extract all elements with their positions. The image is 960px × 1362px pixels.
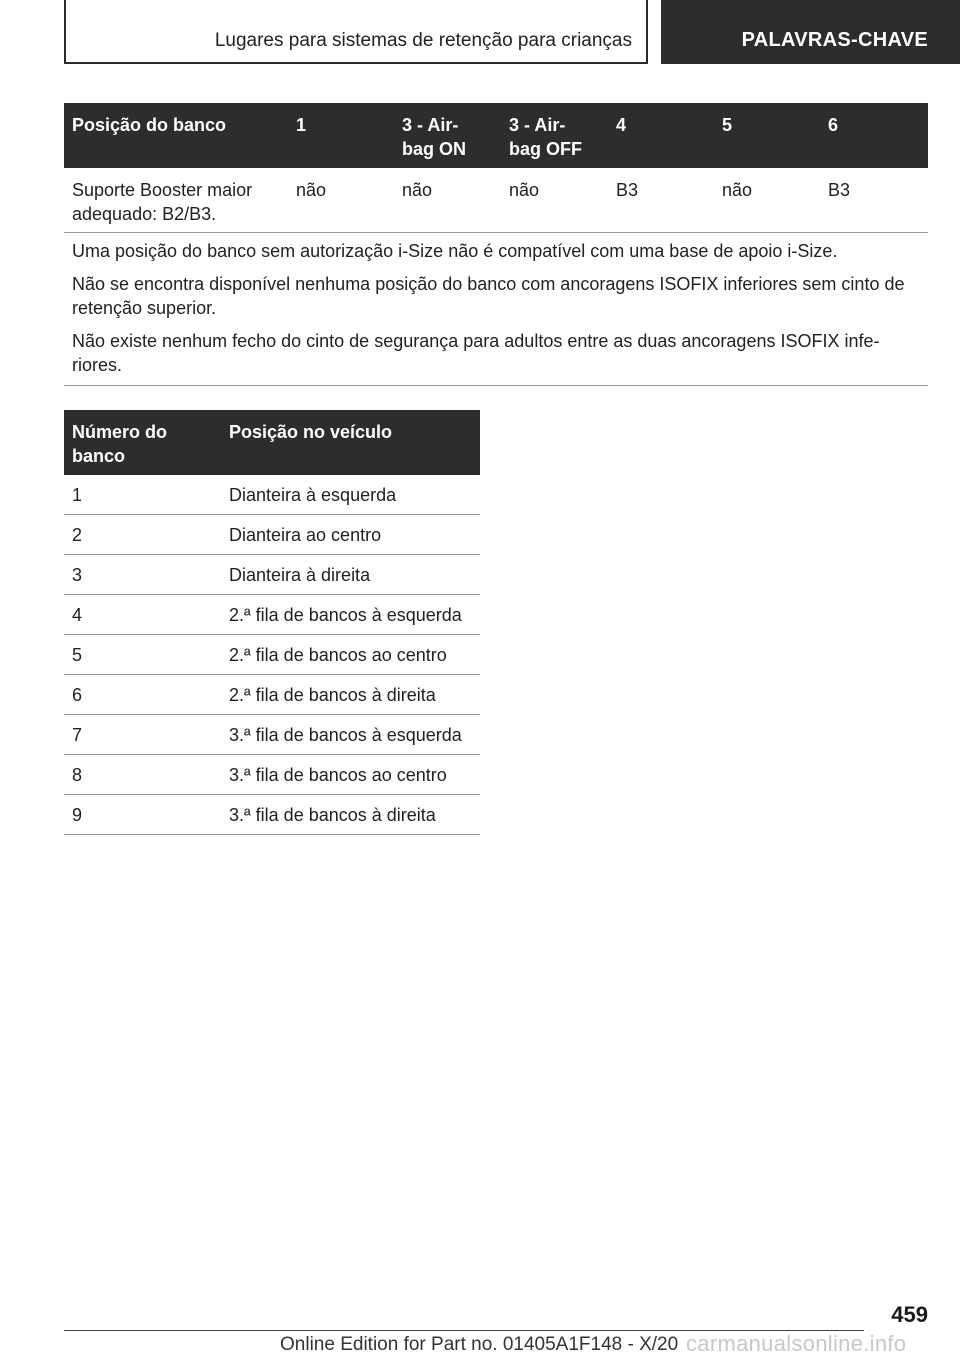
table-cell: 2.ª fila de bancos à direita	[229, 685, 436, 705]
table-cell: 1	[72, 485, 83, 505]
table-row	[64, 675, 480, 715]
header-chapter-tab[interactable]	[661, 0, 960, 64]
header-cell-4: 4	[616, 115, 627, 135]
note-text: Não existe nenhum fecho do cinto de segurança para adultos entre as duas ancoragens ISOFIX infe-riores.	[72, 331, 880, 375]
table-row	[64, 515, 480, 555]
table-cell: Dianteira à direita	[229, 565, 371, 585]
header-cell-3-airbag-off: 3 - Air- bag OFF	[509, 115, 582, 159]
table-cell: 2.ª fila de bancos ao centro	[229, 645, 447, 665]
section-title: Lugares para sistemas de retenção para crianças	[214, 30, 632, 51]
table-cell: Dianteira ao centro	[229, 525, 382, 545]
header-cell-3-airbag-on: 3 - Air- bag ON	[402, 115, 467, 159]
table-cell: B3	[616, 180, 639, 200]
table-row	[64, 795, 480, 835]
table-cell: não	[296, 180, 327, 200]
table-header-row	[64, 410, 480, 475]
header-cell-6: 6	[828, 115, 839, 135]
edition-text: Online Edition for Part no. 01405A1F148 - X/20	[280, 1334, 679, 1355]
note-text: Não se encontra disponível nenhuma posição do banco com ancoragens ISOFIX inferiores sem cinto de retenção superior.	[72, 274, 905, 318]
table-cell: 6	[72, 685, 83, 705]
table-cell: 2	[72, 525, 83, 545]
page-number: 459	[891, 1302, 928, 1327]
brand-watermark: carmanualsonline.info	[686, 1331, 907, 1356]
table-header-row	[64, 103, 928, 168]
note-text: Uma posição do banco sem autorização i-Size não é compatível com uma base de apoio i-Size.	[72, 241, 838, 261]
table-row	[64, 715, 480, 755]
table-cell: 3.ª fila de bancos à direita	[229, 805, 436, 825]
table-cell: B3	[828, 180, 851, 200]
table-cell: 3.ª fila de bancos ao centro	[229, 765, 447, 785]
table-cell: 9	[72, 805, 83, 825]
table-cell: Suporte Booster maior adequado: B2/B3.	[72, 180, 253, 224]
table-row	[64, 595, 480, 635]
table-cell: 7	[72, 725, 83, 745]
header-cell-seat-position: Posição do banco	[72, 115, 227, 135]
table-cell: 5	[72, 645, 83, 665]
chapter-label: PALAVRAS-CHAVE	[741, 29, 928, 51]
table-row	[64, 635, 480, 675]
table-cell: 4	[72, 605, 83, 625]
table-cell: não	[509, 180, 540, 200]
table-row	[64, 475, 480, 515]
table-cell: não	[722, 180, 753, 200]
seat-number-table	[64, 410, 480, 835]
table-cell: Dianteira à esquerda	[229, 485, 397, 505]
table-cell: 3.ª fila de bancos à esquerda	[229, 725, 462, 745]
header-section-box	[64, 0, 648, 64]
header-cell-5: 5	[722, 115, 733, 135]
table-cell: 8	[72, 765, 83, 785]
table-row	[64, 168, 928, 233]
table-cell: 3	[72, 565, 83, 585]
table-cell: não	[402, 180, 433, 200]
table-row	[64, 755, 480, 795]
table-notes	[64, 233, 928, 386]
header-cell-vehicle-position: Posição no veículo	[229, 422, 393, 442]
table-row	[64, 555, 480, 595]
header-cell-1: 1	[296, 115, 307, 135]
seat-position-table	[64, 103, 928, 386]
header-cell-seat-number: Número do banco	[72, 422, 168, 466]
table-cell: 2.ª fila de bancos à esquerda	[229, 605, 462, 625]
